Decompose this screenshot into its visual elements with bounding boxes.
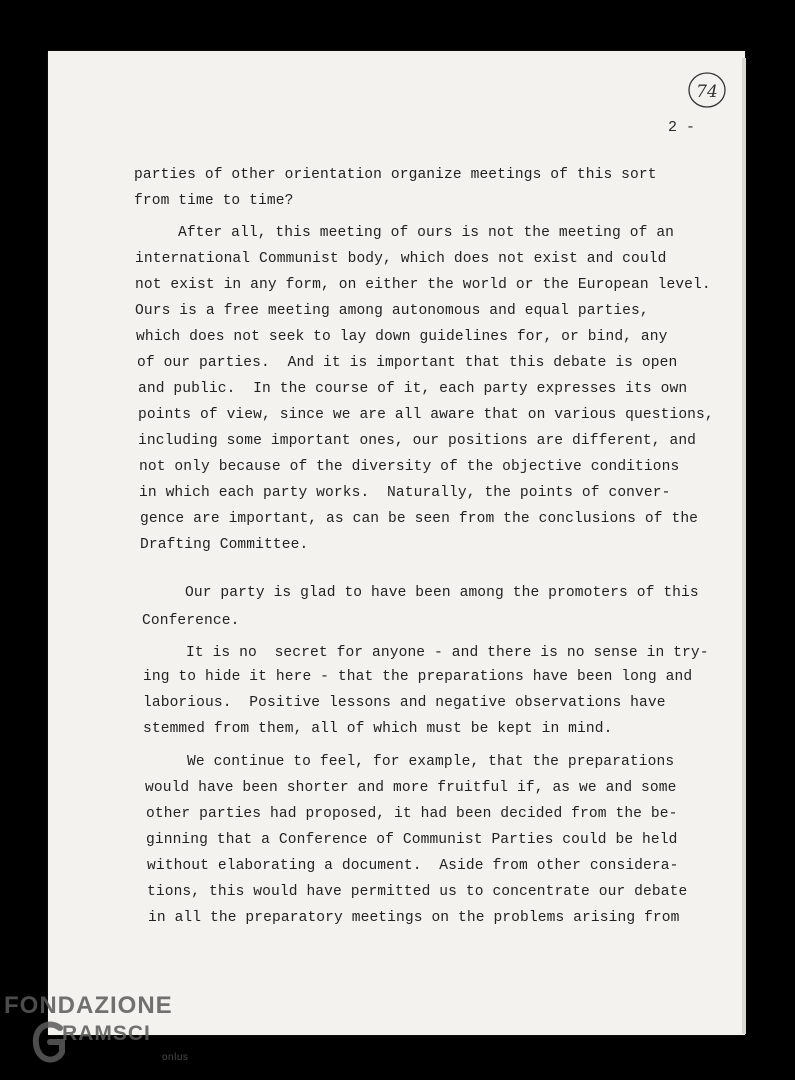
text-line: international Communist body, which does not exist and could bbox=[135, 251, 667, 267]
text-line: Our party is glad to have been among the promoters of this bbox=[185, 585, 699, 601]
text-line: Conference. bbox=[142, 613, 240, 629]
text-line: of our parties. And it is important that this debate is open bbox=[137, 355, 678, 371]
text-line: stemmed from them, all of which must be kept in mind. bbox=[143, 721, 613, 737]
text-line: Ours is a free meeting among autonomous and equal parties, bbox=[135, 303, 649, 319]
logo-text-line3: onlus bbox=[162, 1052, 189, 1063]
text-line: not only because of the diversity of the objective conditions bbox=[139, 459, 680, 475]
text-line: in all the preparatory meetings on the problems arising from bbox=[148, 910, 680, 926]
text-line: other parties had proposed, it had been decided from the be- bbox=[146, 806, 678, 822]
text-line: laborious. Positive lessons and negative observations have bbox=[143, 695, 666, 711]
text-line: It is no secret for anyone - and there is no sense in try- bbox=[186, 645, 709, 661]
logo-text-line2: RAMSCI bbox=[62, 1022, 151, 1045]
text-line: ginning that a Conference of Communist Parties could be held bbox=[146, 832, 678, 848]
page-edge bbox=[742, 58, 746, 1034]
text-line: tions, this would have permitted us to concentrate our debate bbox=[147, 884, 688, 900]
text-line: We continue to feel, for example, that the preparations bbox=[187, 754, 675, 770]
logo-text-line1: FONDAZIONE bbox=[4, 992, 173, 1019]
text-line: gence are important, as can be seen from the conclusions of the bbox=[140, 511, 699, 527]
text-line: from time to time? bbox=[134, 193, 294, 209]
logo-g-icon bbox=[30, 1018, 66, 1068]
text-line: not exist in any form, on either the world or the European level. bbox=[135, 277, 711, 293]
text-line: which does not seek to lay down guidelines for, or bind, any bbox=[136, 329, 668, 345]
text-line: would have been shorter and more fruitful if, as we and some bbox=[145, 780, 677, 796]
text-line: Drafting Committee. bbox=[140, 537, 309, 553]
text-line: in which each party works. Naturally, the points of conver- bbox=[139, 485, 671, 501]
handwritten-page-annotation bbox=[687, 70, 727, 110]
text-line: ing to hide it here - that the preparations have been long and bbox=[143, 669, 693, 685]
text-line: parties of other orientation organize meetings of this sort bbox=[134, 167, 657, 183]
fondazione-gramsci-logo bbox=[0, 992, 200, 1080]
text-line: points of view, since we are all aware that on various questions, bbox=[138, 407, 714, 423]
text-line: including some important ones, our positions are different, and bbox=[138, 433, 697, 449]
page-number: 2 - bbox=[668, 119, 696, 136]
text-line: and public. In the course of it, each party expresses its own bbox=[138, 381, 688, 397]
text-line: After all, this meeting of ours is not the meeting of an bbox=[178, 225, 675, 241]
text-line: without elaborating a document. Aside from other considera- bbox=[147, 858, 679, 874]
annotation-text: 74 bbox=[696, 82, 718, 102]
